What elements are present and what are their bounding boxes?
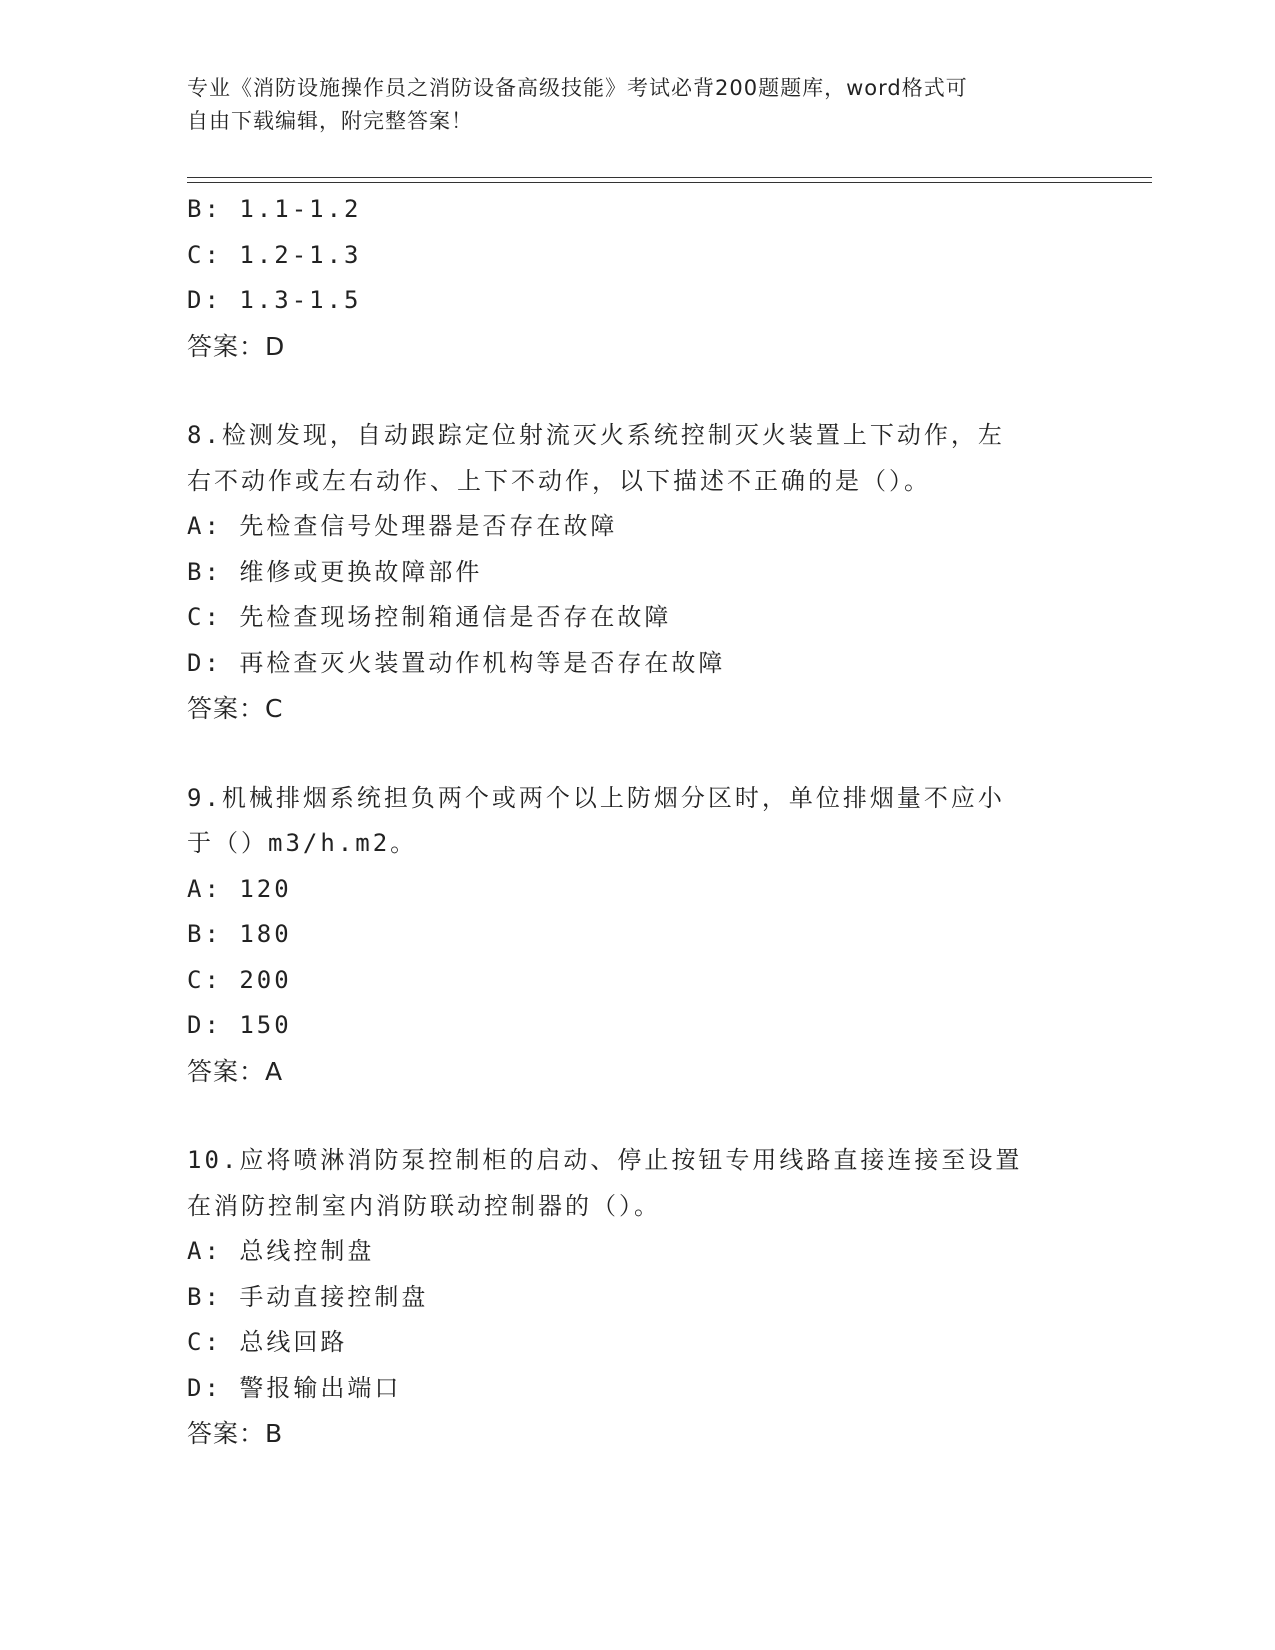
option-d: D: 警报输出端口	[187, 1373, 402, 1402]
spacer	[187, 732, 1087, 776]
question-8	[187, 413, 1087, 732]
document-header	[187, 72, 1087, 138]
option-b: B: 手动直接控制盘	[187, 1282, 429, 1311]
header-title-line-1: 专业《消防设施操作员之消防设备高级技能》考试必背200题题库，word格式可	[187, 76, 968, 100]
option-b: B: 180	[187, 920, 292, 948]
header-divider-bottom	[187, 182, 1152, 183]
option-c: C: 1.2-1.3	[187, 240, 362, 269]
question-stem-line: 9.机械排烟系统担负两个或两个以上防烟分区时，单位排烟量不应小	[187, 783, 1005, 812]
option-a: A: 总线控制盘	[187, 1237, 375, 1265]
answer-line: 答案：C	[187, 694, 284, 723]
option-a: A: 120	[187, 874, 292, 903]
option-d: D: 1.3-1.5	[187, 286, 362, 314]
spacer	[187, 369, 1087, 413]
option-b: B: 1.1-1.2	[187, 195, 362, 223]
option-c: C: 先检查现场控制箱通信是否存在故障	[187, 603, 672, 631]
question-stem-line: 8.检测发现，自动跟踪定位射流灭火系统控制灭火装置上下动作，左	[187, 421, 1005, 449]
question-content	[187, 187, 1087, 1457]
option-d: D: 再检查灭火装置动作机构等是否存在故障	[187, 648, 726, 677]
question-stem-line: 于（）m3/h.m2。	[187, 829, 418, 857]
answer-line: 答案：D	[187, 331, 286, 361]
option-b: B: 维修或更换故障部件	[187, 557, 483, 586]
option-d: D: 150	[187, 1011, 292, 1039]
header-title-line-2: 自由下载编辑，附完整答案！	[187, 109, 473, 133]
answer-line: 答案：A	[187, 1056, 284, 1086]
option-a: A: 先检查信号处理器是否存在故障	[187, 512, 618, 540]
spacer	[187, 1094, 1087, 1138]
question-stem-line: 在消防控制室内消防联动控制器的（）。	[187, 1191, 661, 1220]
question-7-continuation	[187, 187, 1087, 369]
option-c: C: 总线回路	[187, 1328, 348, 1356]
header-divider-top	[187, 177, 1152, 178]
option-c: C: 200	[187, 965, 292, 994]
answer-line: 答案：B	[187, 1419, 284, 1448]
question-stem-line: 右不动作或左右动作、上下不动作，以下描述不正确的是（）。	[187, 466, 931, 495]
question-10	[187, 1138, 1087, 1457]
question-9	[187, 776, 1087, 1095]
question-stem-line: 10.应将喷淋消防泵控制柜的启动、停止按钮专用线路直接连接至设置	[187, 1146, 1023, 1174]
